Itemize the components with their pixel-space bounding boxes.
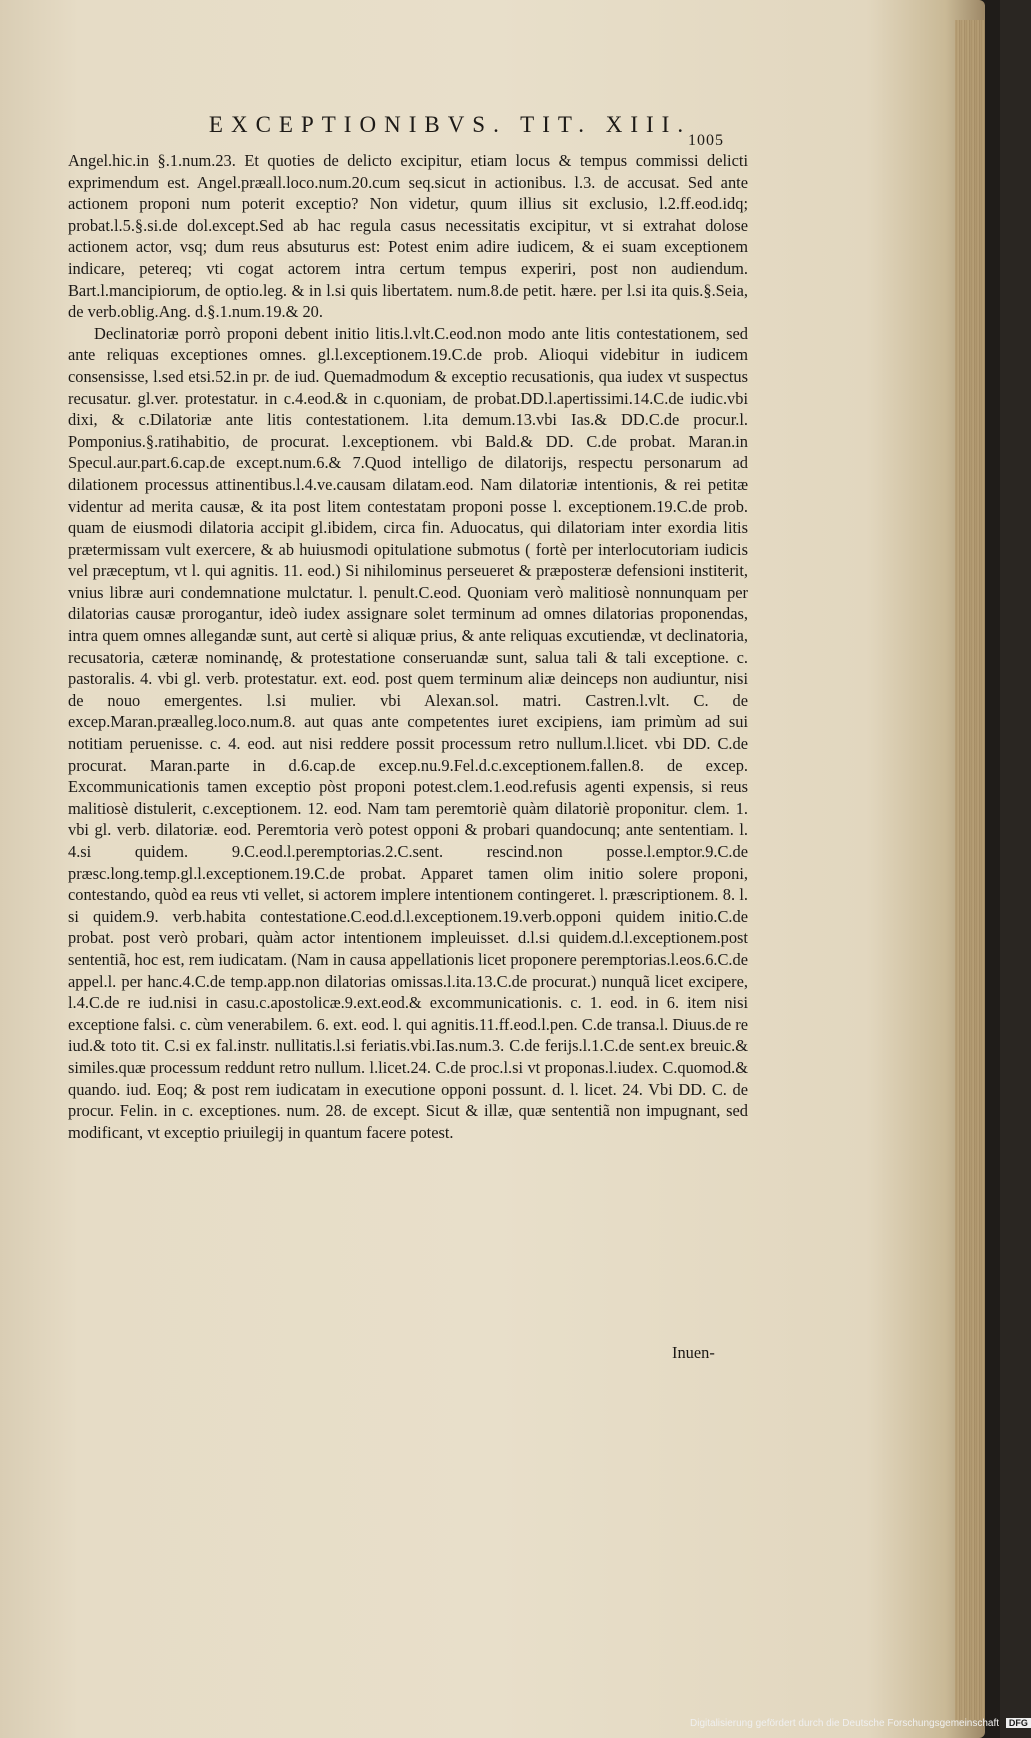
page-fore-edge [955, 20, 985, 1720]
paragraph-1: Angel.hic.in §.1.num.23. Et quoties de delicto excipitur, etiam locus & tempus commissi delicti exprimendum est. Angel.præall.loco.num.20.cum seq.sicut in actionibus. l.3. de accusat. Sed ante actionem proponi num poterit exceptio? Non videtur, quum illius sit exclusio, l.2.ff.eod.idq; probat.l.5.§.si.de dol.except.Sed ab hac regula casus necessitatis excipitur, vt si extrahat dolose actionem actor, vsq; dum reus absuturus est: Potest enim adire iudicem, & ei suam exceptionem indicare, petereq; vti cogat actorem intra certum tempus experiri, post non audiendum. Bart.l.mancipiorum, de optio.leg. & in l.si quis libertatem. num.8.de petit. hære. per l.si ita quis.§.Seia, de verb.oblig.Ang. d.§.1.num.19.& 20. [68, 151, 748, 322]
digitization-credit [690, 1718, 1031, 1729]
folio-number: 1005 [688, 132, 724, 149]
dfg-logo-badge: DFG [1006, 1718, 1031, 1728]
paragraph-2: Declinatoriæ porrò proponi debent initio litis.l.vlt.C.eod.non modo ante litis contestationem, sed ante reliquas exceptiones omnes. gl.l.exceptionem.19.C.de prob. Alioqui videbitur in iudicem consensisse, l.sed etsi.52.in pr. de iud. Quemadmodum & exceptio recusationis, qua iudex vt suspectus recusatur. gl.ver. protestatur. in c.4.eod.& in c.quoniam, de probat.DD.l.apertissimi.14.C.de iudic.vbi dixi, & c.Dilatoriæ ante litis contestationem. l.ita demum.13.vbi Ias.& DD.C.de procur.l. Pomponius.§.ratihabitio, de procurat. l.exceptionem. vbi Bald.& DD. C.de probat. Maran.in Specul.aur.part.6.cap.de except.num.6.& 7.Quod intelligo de dilatorijs, respectu personarum ad dilationem processus attinentibus.l.4.ve.causam dilatam.eod. Nam dilatoriæ intentionis, & rei petitæ videntur ad merita causæ, & ita post litem contestatam proponi posse l. exceptionem.19.C.de prob. quam de eiusmodi dilatoria accipit gl.ibidem, circa fin. Aduocatus, qui dilatoriam inter exordia litis prætermissam vult exercere, & ab huiusmodi opitulatione submotus ( fortè per interlocutoriam iudicis vel præceptum, vt l. qui agnitis. 11. eod.) Si nihilominus perseueret & præposteræ defensioni institerit, vnius libræ auri condemnatione mulctatur. l. penult.C.eod. Quoniam verò malitiosè nonnunquam per dilatorias causæ prorogantur, ideò iudex assignare solet terminum ad omnes dilatorias proponendas, intra quem omnes allegandæ sunt, aut certè si aliquæ prius, & ante reliquas excutiendæ, vt declinatoria, recusatoria, cæteræ nominandę, & protestatione conseruandæ sunt, salua tali & tali exceptione. c. pastoralis. 4. vbi gl. verb. protestatur. ext. eod. post quem terminum aliæ deinceps non audiuntur, nisi de nouo emergentes. l.si mulier. vbi Alexan.sol. matri. Castren.l.vlt. C. de excep.Maran.præalleg.loco.num.8. aut quas ante competentes iuret excipiens, iam primùm ad sui notitiam peruenisse. c. 4. eod. aut nisi reddere possit processum retro nullum.l.licet. vbi DD. C.de procurat. Maran.parte in d.6.cap.de excep.nu.9.Fel.d.c.exceptionem.fallen.8. de excep. Excommunicationis tamen exceptio pòst proponi potest.clem.1.eod.refusis agenti expensis, si reus malitiosè distulerit, c.exceptionem. 12. eod. Nam tam peremtoriè quàm dilatoriè proponitur. clem. 1. vbi gl. verb. dilatoriæ. eod. Peremtoria verò potest opponi & probari quandocunq; ante sententiam. l. 4.si quidem. 9.C.eod.l.peremptorias.2.C.sent. rescind.non posse.l.emptor.9.C.de præsc.long.temp.gl.l.exceptionem.19.C.de probat. Apparet tamen olim initio solere proponi, contestando, quòd ea reus vti vellet, si actorem implere intentionem contingeret. l. præscriptionem. 8. l. si quidem.9. verb.habita contestatione.C.eod.d.l.exceptionem.19.verb.opponi quidem initio.C.de probat. post verò probari, quàm actor intentionem impleuisset. d.l.si quidem.d.l.exceptionem.post sententiã, hoc est, rem iudicatam. (Nam in causa appellationis licet proponere peremptorias.l.eos.6.C.de appel.l. per hanc.4.C.de temp.app.non dilatorias omissas.l.ita.13.C.de procurat.) nunquã licet excipere, l.4.C.de re iud.nisi in casu.c.apostolicæ.9.ext.eod.& excommunicationis. c. 1. eod. in 6. item nisi exceptione falsi. c. cùm venerabilem. 6. ext. eod. l. qui agnitis.11.ff.eod.l.pen. C.de transa.l. Diuus.de re iud.& toto tit. C.si ex fal.instr. nullitatis.l.si feriatis.vbi.Ias.num.3. C.de ferijs.l.1.C.de sent.ex breuic.& similes.quæ processum reddunt retro nullum. l.licet.24. C.de proc.l.si vt proponas.l.iudex. C.quomod.& quando. iud. Eoq; & post rem iudicatam in executione opponi possunt. d. l. licet. 24. Vbi DD. C. de procur. Felin. in c. exceptiones. num. 28. de except. Sicut & illæ, quæ sententiã non impugnant, sed modificant, vt exceptio priuilegij in quantum facere potest. [68, 323, 748, 1142]
credit-text: Digitalisierung gefördert durch die Deutsche Forschungsgemeinschaft [690, 1718, 1000, 1729]
body-text [68, 150, 748, 1143]
catchword: Inuen- [672, 1343, 715, 1362]
running-title: EXCEPTIONIBVS. TIT. XIII. [208, 112, 692, 137]
